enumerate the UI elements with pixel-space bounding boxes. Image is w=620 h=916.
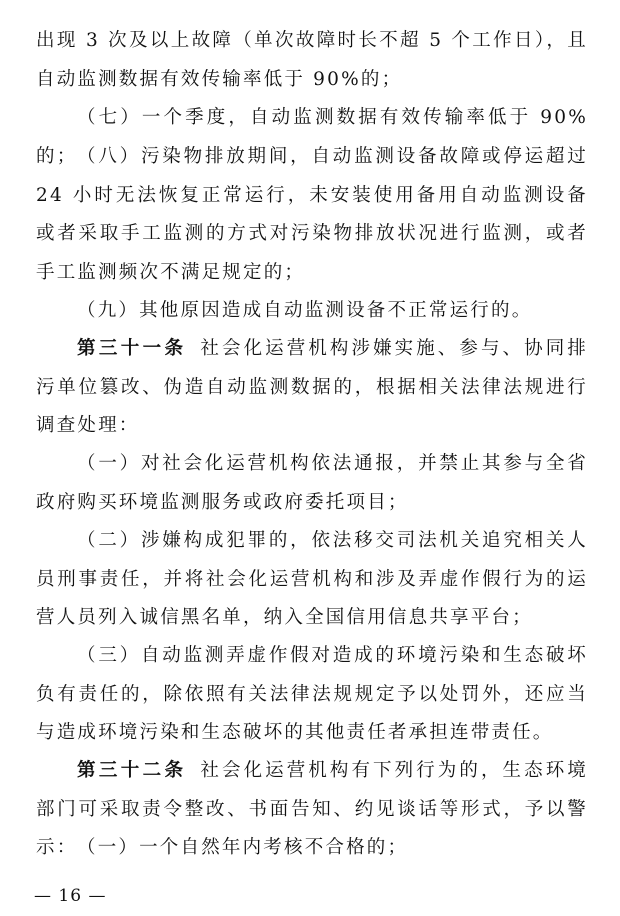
paragraph-item-9 bbox=[36, 292, 588, 331]
paragraph-continuation bbox=[36, 22, 588, 99]
paragraph-item-8 bbox=[36, 138, 588, 292]
paragraph-text: 出现 3 次及以上故障（单次故障时长不超 5 个工作日），且自动监测数据有效传输率低于 90%的； bbox=[36, 30, 588, 90]
article-32-title: 第三十二条 bbox=[77, 760, 187, 781]
paragraph-text: （一）对社会化运营机构依法通报，并禁止其参与全省政府购买环境监测服务或政府委托项目； bbox=[36, 453, 588, 513]
page-number: — 16 — bbox=[34, 886, 107, 906]
paragraph-text: 社会化运营机构有下列行为的，生态环境部门可采取责令整改、书面告知、约见谈话等形式，予以警示： bbox=[36, 760, 588, 858]
paragraph-text: （三）自动监测弄虚作假对造成的环境污染和生态破坏负有责任的，除依照有关法律法规规定予以处罚外，还应当与造成环境污染和生态破坏的其他责任者承担连带责任。 bbox=[36, 645, 588, 743]
paragraph-text: （九）其他原因造成自动监测设备不正常运行的。 bbox=[77, 300, 533, 321]
paragraph-text: 社会化运营机构涉嫌实施、参与、协同排污单位篡改、伪造自动监测数据的，根据相关法律法规进行调查处理： bbox=[36, 338, 588, 436]
paragraph-text: （一）一个自然年内考核不合格的； bbox=[77, 837, 409, 858]
paragraph-text: （七）一个季度，自动监测数据有效传输率低于 90%的； bbox=[36, 107, 588, 167]
paragraph-clause-1 bbox=[36, 445, 588, 522]
paragraph-text: （八）污染物排放期间，自动监测设备故障或停运超过 24 小时无法恢复正常运行，未安装使用备用自动监测设备或者采取手工监测的方式对污染物排放状况进行监测，或者手工监测频次不满足规定的； bbox=[36, 146, 588, 283]
article-31-title: 第三十一条 bbox=[77, 338, 187, 359]
paragraph-clause-1-b bbox=[36, 829, 588, 868]
paragraph-text: （二）涉嫌构成犯罪的，依法移交司法机关追究相关人员刑事责任，并将社会化运营机构和涉及弄虚作假行为的运营人员列入诚信黑名单，纳入全国信用信息共享平台； bbox=[36, 530, 588, 628]
paragraph-clause-3 bbox=[36, 637, 588, 753]
paragraph-clause-2 bbox=[36, 522, 588, 638]
article-31 bbox=[36, 330, 588, 446]
